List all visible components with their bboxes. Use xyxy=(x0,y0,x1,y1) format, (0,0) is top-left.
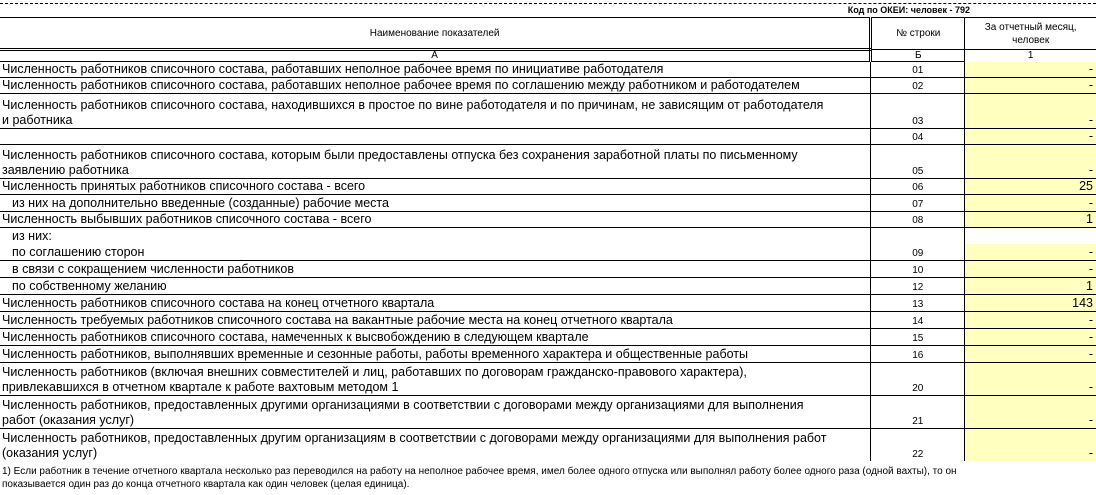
row-number: 13 xyxy=(871,295,965,312)
row-label: Численность работников списочного состава, работавших неполное рабочее время по инициативе работодателя xyxy=(0,62,871,78)
row-number: 21 xyxy=(871,396,965,429)
row-label-line1: Численность работников списочного состава, находившихся в простое по вине работодателя и по причинам, не зависящим от работодателя xyxy=(2,98,824,112)
row-label: Численность принятых работников списочного состава - всего xyxy=(0,179,871,195)
row-label-line2: привлекавшихся в отчетном квартале к работе вахтовым методом 1 xyxy=(2,380,399,394)
table-row xyxy=(0,429,1096,461)
row-number: 04 xyxy=(871,129,965,145)
row-label: Численность работников списочного состава, намеченных к высвобождению в следующем квартале xyxy=(0,329,871,346)
row-value-cell xyxy=(965,228,1096,244)
row-label: Численность требуемых работников списочного состава на вакантные рабочие места на конец отчетного квартала xyxy=(0,312,871,329)
footnote xyxy=(2,465,1092,491)
row-label: по соглашению сторон xyxy=(0,244,871,261)
table-row xyxy=(0,396,1096,429)
table-row xyxy=(0,78,1096,94)
letter-a: А xyxy=(0,50,871,62)
row-value-cell[interactable]: - xyxy=(965,363,1096,396)
row-number: 09 xyxy=(871,244,965,261)
row-value-cell[interactable]: - xyxy=(965,346,1096,363)
table-row xyxy=(0,212,1096,228)
table-row xyxy=(0,363,1096,396)
column-letters xyxy=(0,50,1096,62)
row-number: 03 xyxy=(871,94,965,129)
row-label: Численность работников списочного состава, работавших неполное рабочее время по соглашению между работником и работодателем xyxy=(0,78,871,94)
row-number xyxy=(871,228,965,244)
row-value-cell[interactable]: - xyxy=(965,145,1096,179)
row-value-cell[interactable]: - xyxy=(965,396,1096,429)
row-value-cell[interactable]: - xyxy=(965,129,1096,145)
row-value-cell[interactable]: 143 xyxy=(965,295,1096,312)
row-label xyxy=(0,94,871,129)
row-value-cell[interactable]: - xyxy=(965,261,1096,278)
row-number: 01 xyxy=(871,62,965,78)
row-label-line1: Численность работников, предоставленных другим организациям в соответствии с договорами между организациями для выполнения работ xyxy=(2,430,827,445)
header-row-number: № строки xyxy=(871,18,965,50)
row-label xyxy=(0,429,871,461)
row-number: 14 xyxy=(871,312,965,329)
letter-b: Б xyxy=(871,50,965,62)
row-number: 06 xyxy=(871,179,965,195)
header-value: За отчетный месяц, человек xyxy=(965,18,1096,50)
dashed-top-line xyxy=(0,3,1096,4)
okei-code: Код по ОКЕИ: человек - 792 xyxy=(847,5,970,15)
row-value-cell[interactable]: 1 xyxy=(965,212,1096,228)
table-row xyxy=(0,312,1096,329)
indicators-table xyxy=(0,17,1096,461)
row-value-cell[interactable]: - xyxy=(965,429,1096,461)
table-row xyxy=(0,228,1096,244)
row-number: 08 xyxy=(871,212,965,228)
row-value-cell[interactable]: - xyxy=(965,94,1096,129)
table-row xyxy=(0,179,1096,195)
row-label xyxy=(0,396,871,429)
row-value-cell[interactable]: - xyxy=(965,329,1096,346)
row-number: 22 xyxy=(871,429,965,461)
table-row xyxy=(0,261,1096,278)
row-label: из них: xyxy=(0,228,871,244)
row-value-cell[interactable]: - xyxy=(965,62,1096,78)
table-row xyxy=(0,329,1096,346)
row-label: по собственному желанию xyxy=(0,278,871,295)
table-row xyxy=(0,295,1096,312)
row-label xyxy=(0,145,871,179)
row-value-cell[interactable]: - xyxy=(965,312,1096,329)
row-label: в связи с сокращением численности работников xyxy=(0,261,871,278)
footnote-line1: 1) Если работник в течение отчетного квартала несколько раз переводился на работу на неполное рабочее время, имел более одного отпуска или выполнял работу более одного раза (одной вахты), то он xyxy=(2,466,957,477)
table-row xyxy=(0,94,1096,129)
row-label: из них на дополнительно введенные (созданные) рабочие места xyxy=(0,195,871,212)
table-row xyxy=(0,129,1096,145)
row-value-cell[interactable]: - xyxy=(965,78,1096,94)
row-value-cell[interactable]: 25 xyxy=(965,179,1096,195)
row-value-cell[interactable]: - xyxy=(965,195,1096,212)
table-row xyxy=(0,244,1096,261)
row-number: 10 xyxy=(871,261,965,278)
row-label xyxy=(0,129,871,145)
row-label-line2: (оказания услуг) xyxy=(2,445,98,460)
row-number: 07 xyxy=(871,195,965,212)
row-number: 15 xyxy=(871,329,965,346)
row-number: 20 xyxy=(871,363,965,396)
row-label-line1: Численность работников (включая внешних совместителей и лиц, работавших по договорам гражданско-правового характера), xyxy=(2,365,747,379)
footnote-line2: показывается один раз до конца отчетного квартала как один человек (целая единица). xyxy=(2,479,410,490)
row-label-line2: заявлению работника xyxy=(2,163,129,177)
letter-1: 1 xyxy=(965,50,1096,62)
row-label: Численность работников, выполнявших временные и сезонные работы, работы временного характера и общественные работы xyxy=(0,346,871,363)
table-row xyxy=(0,145,1096,179)
row-number: 16 xyxy=(871,346,965,363)
row-label: Численность выбывших работников списочного состава - всего xyxy=(0,212,871,228)
row-label-line1: Численность работников, предоставленных другими организациями в соответствии с договорами между организациями для выполнения xyxy=(2,398,804,412)
row-number: 05 xyxy=(871,145,965,179)
row-label-line1: Численность работников списочного состава, которым были предоставлены отпуска без сохранения заработной платы по письменному xyxy=(2,148,798,162)
row-label: Численность работников списочного состава на конец отчетного квартала xyxy=(0,295,871,312)
row-label xyxy=(0,363,871,396)
row-value-cell[interactable]: - xyxy=(965,244,1096,261)
row-label-line2: и работника xyxy=(2,113,73,127)
table-row xyxy=(0,62,1096,78)
row-label-line2: работ (оказания услуг) xyxy=(2,413,135,427)
table-row xyxy=(0,278,1096,295)
table-row xyxy=(0,346,1096,363)
row-number: 12 xyxy=(871,278,965,295)
table-row xyxy=(0,195,1096,212)
table-header xyxy=(0,18,1096,50)
row-number: 02 xyxy=(871,78,965,94)
header-name: Наименование показателей xyxy=(0,18,871,50)
row-value-cell[interactable]: 1 xyxy=(965,278,1096,295)
